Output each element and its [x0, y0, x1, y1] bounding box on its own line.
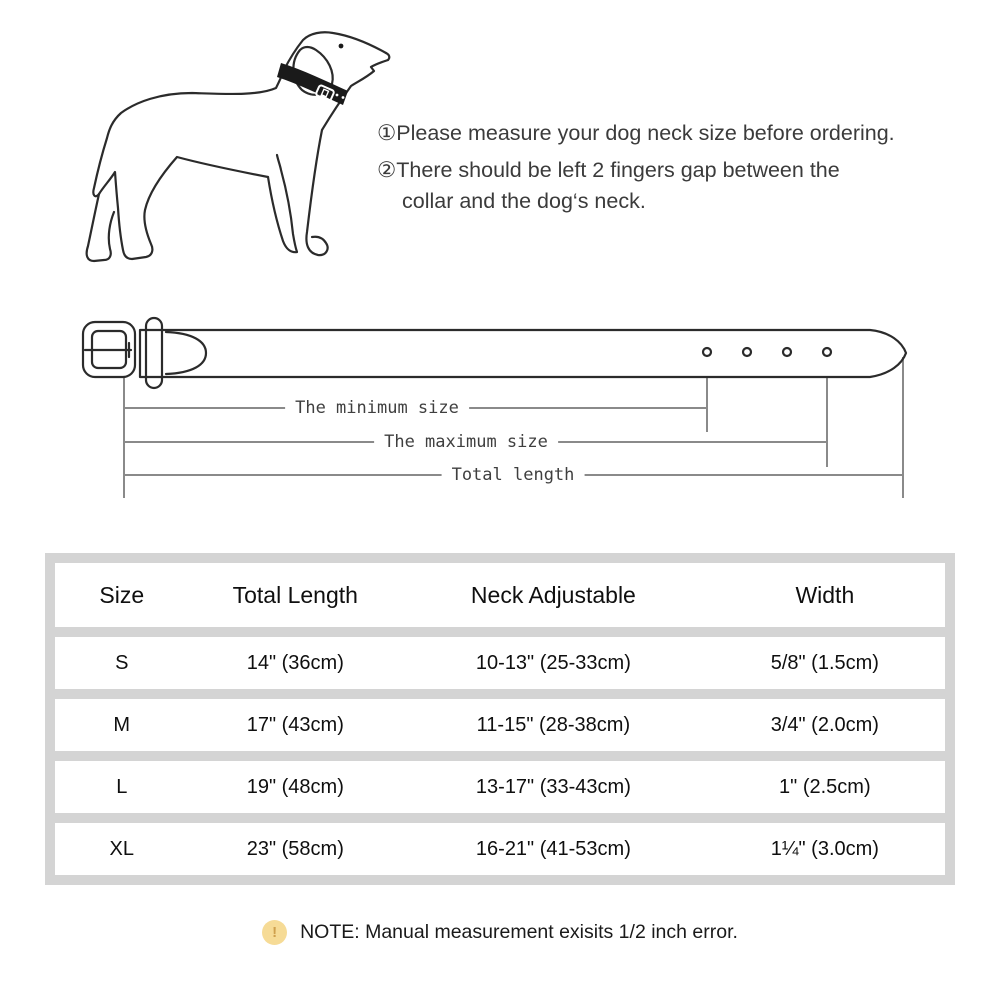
- collar-hole: [703, 348, 711, 356]
- cell-neck-adjustable: 11-15" (28-38cm): [476, 713, 631, 736]
- cell-size: L: [116, 775, 128, 798]
- note-row: [0, 920, 1000, 945]
- size-table: [45, 553, 955, 885]
- header-size: Size: [99, 581, 145, 608]
- note-text: NOTE: Manual measurement exisits 1/2 inch error.: [300, 921, 738, 943]
- maximum-size-label: The maximum size: [374, 432, 558, 452]
- collar-hole: [823, 348, 831, 356]
- dog-eye: [339, 44, 344, 49]
- minimum-size-label: The minimum size: [285, 398, 469, 418]
- cell-width: 1¼" (3.0cm): [770, 837, 879, 860]
- dog-collar-hole-dot: [342, 96, 345, 99]
- dog-far-front-leg-path: [268, 155, 297, 252]
- dog-nose-path: [386, 53, 389, 60]
- table-row: [55, 761, 945, 813]
- dog-illustration: [87, 32, 390, 261]
- dog-collar-band: [277, 63, 348, 105]
- table-row: [55, 637, 945, 689]
- instructions: [377, 118, 977, 217]
- cell-total-length: 19" (48cm): [246, 775, 344, 798]
- header-width: Width: [795, 581, 855, 608]
- cell-total-length: 14" (36cm): [246, 651, 344, 674]
- dog-collar-hole-dot: [348, 99, 351, 102]
- header-neck-adjustable: Neck Adjustable: [470, 581, 636, 608]
- total-length-label: Total length: [442, 465, 585, 485]
- cell-width: 1" (2.5cm): [779, 775, 871, 798]
- instruction-item-2-line-1: ②There should be left 2 fingers gap between the: [377, 158, 840, 182]
- cell-total-length: 17" (43cm): [246, 713, 344, 736]
- instruction-item-2-line-2: collar and the dog‘s neck.: [402, 189, 646, 213]
- cell-size: M: [113, 713, 131, 736]
- cell-neck-adjustable: 10-13" (25-33cm): [475, 651, 631, 674]
- dog-outline-path: [93, 32, 386, 259]
- cell-width: 5/8" (1.5cm): [770, 651, 879, 674]
- header-total-length: Total Length: [232, 581, 358, 608]
- cell-neck-adjustable: 16-21" (41-53cm): [475, 837, 631, 860]
- cell-total-length: 23" (58cm): [246, 837, 344, 860]
- table-header-row: [55, 563, 945, 627]
- cell-size: S: [115, 651, 129, 674]
- instruction-item-1: ①Please measure your dog neck size before ordering.: [377, 121, 895, 145]
- table-row: [55, 699, 945, 751]
- collar-d-ring: [166, 332, 206, 374]
- exclamation-icon: !: [262, 920, 287, 945]
- dog-far-hind-leg-path: [87, 194, 114, 261]
- cell-width: 3/4" (2.0cm): [770, 713, 879, 736]
- collar-hole: [783, 348, 791, 356]
- collar-hole: [743, 348, 751, 356]
- dog-collar-hole-dot: [336, 94, 339, 97]
- table-row: [55, 823, 945, 875]
- cell-neck-adjustable: 13-17" (33-43cm): [475, 775, 631, 798]
- cell-size: XL: [109, 837, 134, 860]
